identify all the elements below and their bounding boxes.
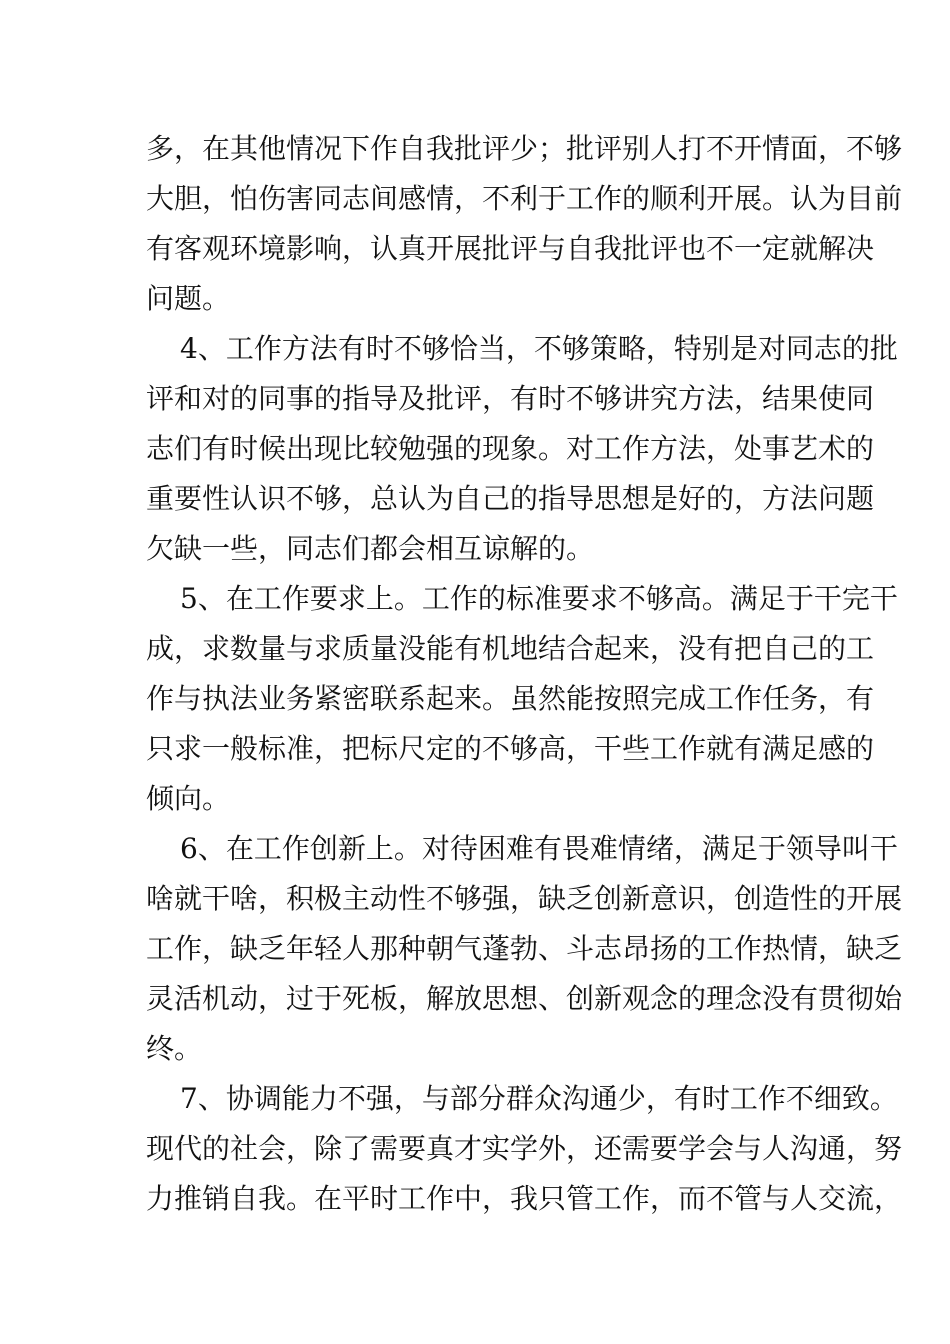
text-line: 重要性认识不够，总认为自己的指导思想是好的，方法问题 xyxy=(146,482,875,515)
paragraph-item-5 xyxy=(146,574,898,824)
text-line: 评和对的同事的指导及批评，有时不够讲究方法，结果使同 xyxy=(146,382,875,415)
text-line: 问题。 xyxy=(146,282,231,315)
text-line: 现代的社会，除了需要真才实学外，还需要学会与人沟通，努 xyxy=(146,1132,903,1165)
text-line: 6、在工作创新上。对待困难有畏难情绪，满足于领导叫干 xyxy=(180,832,898,865)
text-line: 作与执法业务紧密联系起来。虽然能按照完成工作任务，有 xyxy=(146,682,875,715)
text-line: 成，求数量与求质量没能有机地结合起来，没有把自己的工 xyxy=(146,632,875,665)
text-line: 只求一般标准，把标尺定的不够高，干些工作就有满足感的 xyxy=(146,732,875,765)
text-line: 大胆，怕伤害同志间感情，不利于工作的顺利开展。认为目前 xyxy=(146,182,903,215)
text-line: 终。 xyxy=(146,1032,203,1065)
text-line: 灵活机动，过于死板，解放思想、创新观念的理念没有贯彻始 xyxy=(146,982,903,1015)
paragraph-item-4 xyxy=(146,324,898,574)
text-line: 欠缺一些，同志们都会相互谅解的。 xyxy=(146,532,595,565)
text-line: 倾向。 xyxy=(146,782,231,815)
text-line: 7、协调能力不强，与部分群众沟通少，有时工作不细致。 xyxy=(180,1082,898,1115)
text-line: 5、在工作要求上。工作的标准要求不够高。满足于干完干 xyxy=(180,582,898,615)
paragraph-item-7 xyxy=(146,1074,903,1224)
text-line: 啥就干啥，积极主动性不够强，缺乏创新意识，创造性的开展 xyxy=(146,882,903,915)
text-line: 多，在其他情况下作自我批评少；批评别人打不开情面，不够 xyxy=(146,132,903,165)
paragraph-item-6 xyxy=(146,824,903,1074)
text-line: 有客观环境影响，认真开展批评与自我批评也不一定就解决 xyxy=(146,232,875,265)
document-body xyxy=(146,124,903,1224)
paragraph-continued xyxy=(146,124,903,324)
text-line: 力推销自我。在平时工作中，我只管工作，而不管与人交流， xyxy=(146,1182,903,1215)
text-line: 4、工作方法有时不够恰当，不够策略，特别是对同志的批 xyxy=(180,332,898,365)
text-line: 工作，缺乏年轻人那种朝气蓬勃、斗志昂扬的工作热情，缺乏 xyxy=(146,932,903,965)
text-line: 志们有时候出现比较勉强的现象。对工作方法，处事艺术的 xyxy=(146,432,875,465)
